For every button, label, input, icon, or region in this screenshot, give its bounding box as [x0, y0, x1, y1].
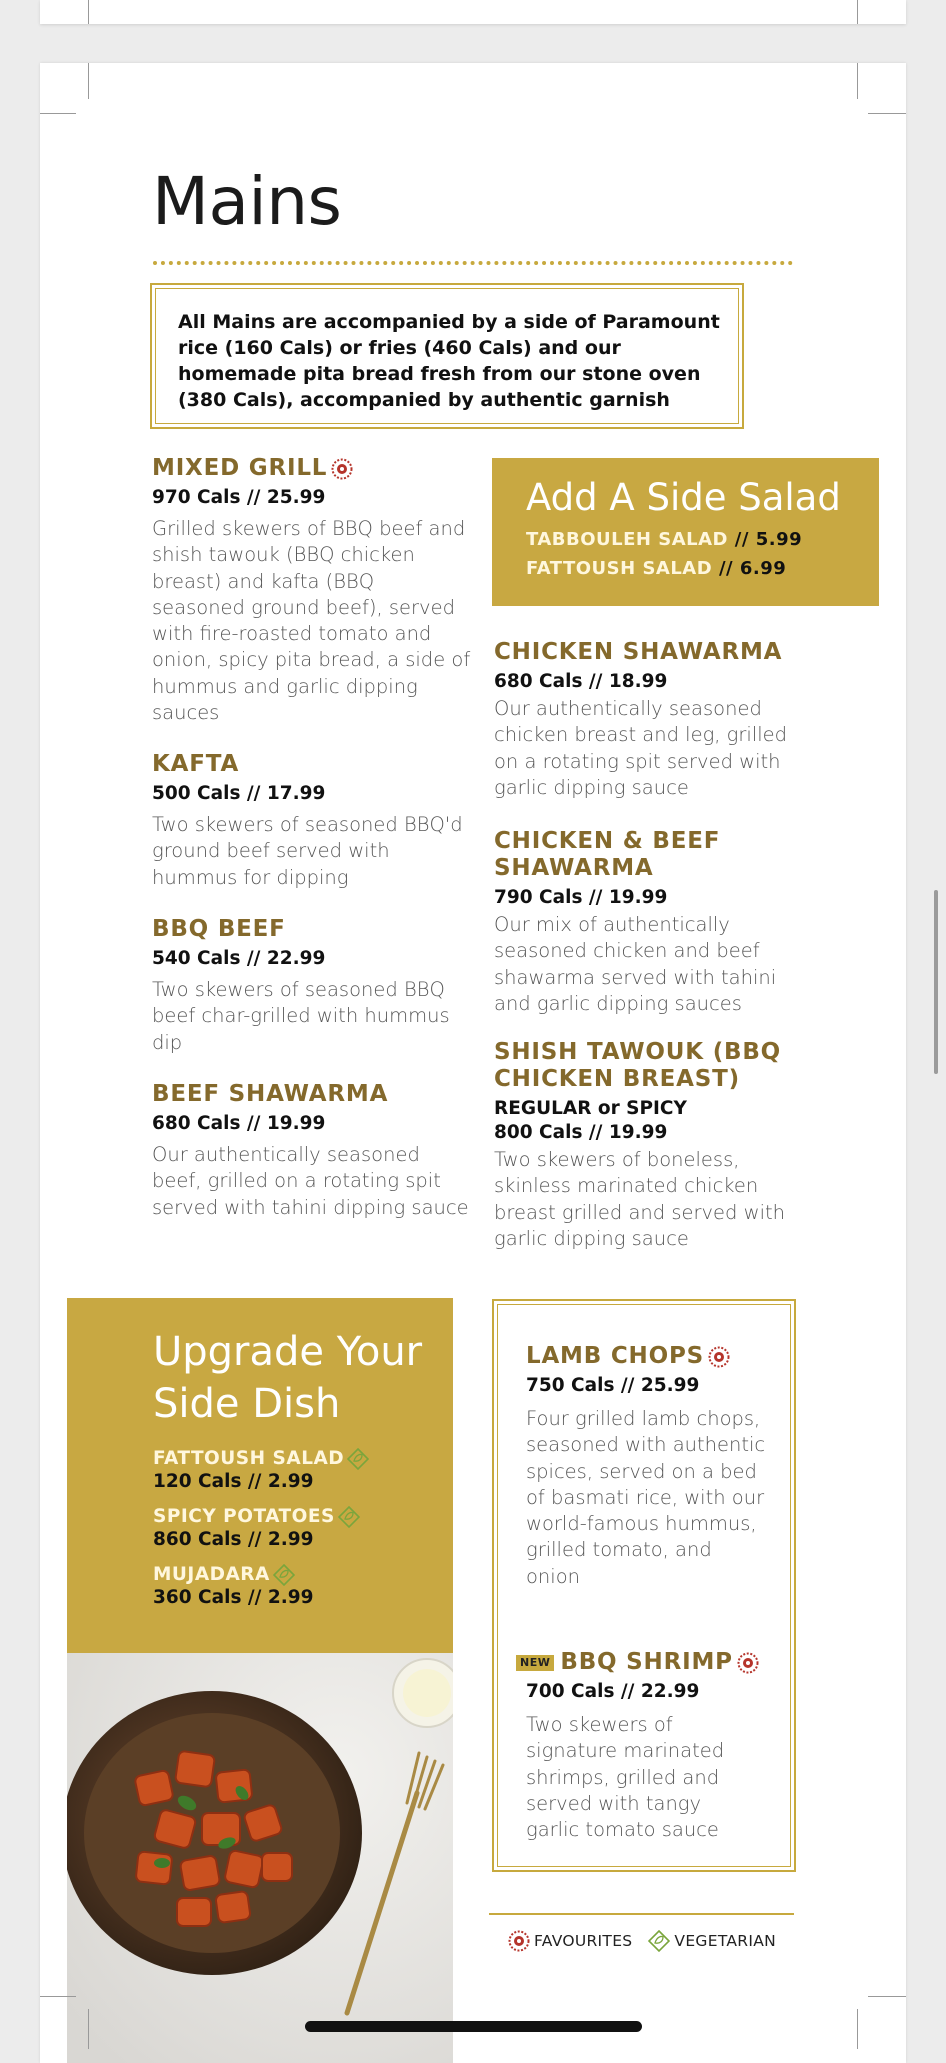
item-description: Four grilled lamb chops, seasoned with authentic spices, served on a bed of basmati rice, with our world-famous hummus, grilled tomato, and onion [526, 1407, 766, 1588]
legend-favourites-label: FAVOURITES [534, 1932, 633, 1950]
intro-box [150, 283, 744, 429]
item-name: CHICKEN & BEEF SHAWARMA [494, 828, 721, 881]
item-calories-price: 750 Cals // 25.99 [526, 1375, 700, 1396]
item-description: Our authentically seasoned chicken breast and leg, grilled on a rotating spit served with garlic dipping sauce [494, 697, 788, 799]
menu-item-lamb-chops [526, 1343, 766, 1590]
item-calories-price: 500 Cals // 17.99 [152, 783, 326, 804]
item-description: Two skewers of boneless, skinless marinated chicken breast grilled and served with garlic dipping sauce [494, 1148, 786, 1250]
item-variant: REGULAR or SPICY [494, 1098, 687, 1119]
menu-item-kafta [152, 751, 472, 891]
favourite-icon [737, 1652, 759, 1674]
upgrade-item-calories-price: 120 Cals // 2.99 [153, 1471, 314, 1492]
scrollbar[interactable] [934, 890, 938, 1074]
upgrade-item-calories-price: 860 Cals // 2.99 [153, 1529, 314, 1550]
legend-vegetarian-label: VEGETARIAN [674, 1932, 777, 1950]
crop-mark [40, 1996, 76, 1997]
crop-mark [857, 2009, 858, 2049]
side-salad-item [526, 530, 879, 550]
item-name-text: BBQ SHRIMP [560, 1649, 733, 1675]
favourite-icon [331, 458, 353, 480]
crop-mark [857, 0, 858, 24]
item-calories-price: 680 Cals // 19.99 [152, 1113, 326, 1134]
upgrade-item [153, 1506, 453, 1552]
item-name: BEEF SHAWARMA [152, 1081, 389, 1107]
item-description: Grilled skewers of BBQ beef and shish tawouk (BBQ chicken breast) and kafta (BBQ seasoned ground beef), served with fire-roasted tomato and onion, spicy pita bread, a side of hummus and garlic dipping sauces [152, 517, 471, 725]
side-salad-name: FATTOUSH SALAD [526, 558, 713, 579]
upgrade-item [153, 1564, 453, 1610]
menu-item-shish-tawouk [494, 1039, 814, 1252]
legend [508, 1930, 776, 1952]
menu-item-beef-shawarma [152, 1081, 472, 1221]
vegetarian-icon [338, 1506, 360, 1528]
crop-mark [88, 2009, 89, 2049]
vegetarian-icon [273, 1564, 295, 1586]
item-calories-price: 970 Cals // 25.99 [152, 487, 326, 508]
item-name [526, 1343, 766, 1370]
menu-item-bbq-beef [152, 916, 472, 1056]
new-badge: NEW [516, 1655, 554, 1671]
menu-page [40, 63, 906, 2063]
dotted-divider [153, 261, 793, 265]
intro-text: All Mains are accompanied by a side of Paramount rice (160 Cals) or fries (460 Cals) and our homemade pita bread fresh from our stone oven (380 Cals), accompanied by authentic garnish [155, 288, 739, 424]
add-side-salad-panel [492, 458, 879, 606]
menu-item-chicken-shawarma [494, 639, 814, 801]
item-name [152, 455, 472, 482]
side-salad-name: TABBOULEH SALAD [526, 529, 729, 550]
side-salad-price: // 5.99 [734, 529, 803, 550]
item-name: SHISH TAWOUK (BBQ CHICKEN BREAST) [494, 1039, 782, 1092]
vegetarian-icon [347, 1448, 369, 1470]
item-calories-price: 790 Cals // 19.99 [494, 887, 668, 908]
home-indicator[interactable] [305, 2021, 642, 2032]
specials-inner [497, 1304, 791, 1867]
upgrade-item-calories-price: 360 Cals // 2.99 [153, 1587, 314, 1608]
previous-page-edge [40, 0, 906, 24]
item-name-text: MIXED GRILL [152, 455, 328, 481]
crop-mark [88, 0, 89, 24]
item-calories-price: 700 Cals // 22.99 [526, 1681, 700, 1702]
crop-mark [40, 113, 76, 114]
item-calories-price: 800 Cals // 19.99 [494, 1122, 668, 1143]
specials-box [492, 1299, 796, 1872]
vegetarian-icon [648, 1930, 670, 1952]
upgrade-side-dish-panel [67, 1298, 453, 1653]
side-salad-item [526, 559, 879, 579]
side-salad-price: // 6.99 [718, 558, 787, 579]
upgrade-item-name [153, 1448, 453, 1470]
upgrade-item-name [153, 1506, 453, 1528]
item-description: Two skewers of seasoned BBQ beef char-grilled with hummus dip [152, 978, 450, 1054]
upgrade-item-name-text: FATTOUSH SALAD [153, 1448, 345, 1469]
item-name-text: LAMB CHOPS [526, 1343, 704, 1369]
item-calories-price: 540 Cals // 22.99 [152, 948, 326, 969]
item-description: Our mix of authentically seasoned chicken and beef shawarma served with tahini and garlic dipping sauces [494, 913, 777, 1015]
crop-mark [868, 113, 906, 114]
item-description: Our authentically seasoned beef, grilled on a rotating spit served with tahini dipping sauce [152, 1143, 469, 1219]
menu-item-mixed-grill [152, 455, 472, 726]
item-name: KAFTA [152, 751, 240, 777]
favourite-icon [708, 1346, 730, 1368]
spicy-potatoes-photo [67, 1653, 453, 2063]
item-description: Two skewers of signature marinated shrimps, grilled and served with tangy garlic tomato sauce [526, 1713, 725, 1842]
menu-item-chicken-beef-shawarma [494, 828, 814, 1017]
upgrade-item-name-text: SPICY POTATOES [153, 1506, 335, 1527]
crop-mark [88, 63, 89, 99]
item-name [516, 1649, 771, 1676]
item-description: Two skewers of seasoned BBQ'd ground beef served with hummus for dipping [152, 813, 463, 889]
page-title: Mains [152, 163, 342, 240]
menu-item-bbq-shrimp [516, 1649, 771, 1843]
upgrade-item-name-text: MUJADARA [153, 1564, 270, 1585]
crop-mark [868, 1996, 906, 1997]
upgrade-item-name [153, 1564, 453, 1586]
item-name: BBQ BEEF [152, 916, 286, 942]
crop-mark [857, 63, 858, 99]
side-salad-title: Add A Side Salad [526, 476, 841, 519]
item-name: CHICKEN SHAWARMA [494, 639, 783, 665]
upgrade-item [153, 1448, 453, 1494]
favourite-icon [508, 1930, 530, 1952]
upgrade-title: Upgrade Your Side Dish [153, 1329, 423, 1427]
legend-divider [489, 1913, 794, 1915]
item-calories-price: 680 Cals // 18.99 [494, 671, 668, 692]
